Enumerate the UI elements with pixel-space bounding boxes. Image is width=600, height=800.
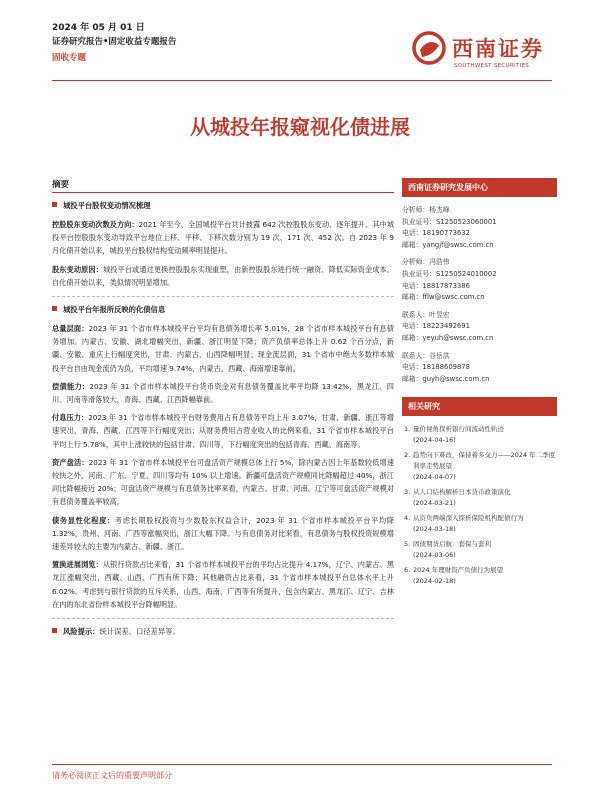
related-item-date: (2024-04-07)	[413, 473, 456, 482]
contact-email[interactable]: 邮箱：guyh@swsc.com.cn	[402, 374, 490, 383]
risk-lead: 风险提示：	[63, 627, 100, 637]
logo-english-name: SOUTHWEST SECURITIES	[454, 63, 530, 69]
bullet-square-icon	[52, 306, 57, 311]
company-logo	[412, 28, 562, 78]
report-title: 从城投年报窥视化债进展	[190, 115, 410, 139]
bullet-text: 城投平台年报所反映的化债信息	[63, 305, 166, 315]
paragraph	[52, 218, 394, 258]
related-item-title: 量价视角探析银行间流动性轨迹	[413, 425, 504, 434]
header-divider	[52, 80, 552, 81]
paragraph	[52, 558, 394, 611]
risk-text: 统计误差、口径差异等。	[99, 627, 180, 637]
related-research-header: 相关研究	[402, 397, 557, 416]
bullet-text: 城投平台股权变动情况梳理	[63, 201, 151, 210]
header-date: 2024 年 05 月 01 日	[52, 23, 145, 33]
related-item-date: (2024-03-06)	[413, 551, 456, 560]
related-item-title: 固债期货启航：套保与套利	[413, 540, 491, 549]
related-item-number: 3.	[404, 488, 411, 497]
paragraph-lead: 置换进展浏览：	[52, 560, 103, 570]
contact-phone: 电话：18188609878	[402, 363, 470, 372]
paragraph-lead: 付息压力：	[52, 413, 89, 423]
logo-emblem-icon	[412, 31, 446, 65]
paragraph-text: 考虑长期股权投资与少数股东权益合计，2023 年 31 个省市样本城投平台平均降 1.32%，贵州、河南、广西等涨幅突出，浙江大幅下降。与有息债务对比来看，有息债务与股权投资规模增速差异较大的主要为内蒙古、新疆、浙江。	[52, 515, 394, 552]
analyst-cert: 执业证号：S1250524010002	[402, 269, 497, 278]
contact-email[interactable]: 邮箱：yeyuh@swsc.com.cn	[402, 333, 494, 342]
related-item-title: 2024 年理财资产负债行为展望	[413, 566, 504, 575]
analyst-card	[402, 205, 557, 251]
related-item-number: 6.	[404, 566, 411, 575]
paragraph	[52, 456, 394, 509]
paragraph-text: 2023 年 31 个省市样本城投平台货币资金对有息债务覆盖比率平均降 13.42%，黑龙江、四川、河南等滑落较大，青海、西藏、江西降幅靠前。	[52, 381, 394, 405]
related-item[interactable]	[404, 487, 557, 509]
related-item-title: 趋势向下难改，保持着多交力——2024 年二季度利率走势展望	[413, 451, 556, 471]
analyst-card	[402, 257, 557, 303]
analyst-name: 分析师：冯浩伟	[402, 258, 450, 267]
section-bullet	[52, 305, 394, 315]
section-bullet	[52, 201, 394, 211]
sidebar	[402, 178, 557, 591]
paragraph-text: 2023 年 31 个省市样本城投平台财务费用占有息债务平均上升 3.07%，甘肃、新疆、浙江等增速突出，青海、西藏、江西等下行幅度突出；从财务费用占营业收入的比例来看，31 个省市样本城投平台平均上行 5.78%，其中上涨较快的包括甘肃、四川等，下行幅度突出的包括青海、西藏、海南等。	[52, 413, 394, 449]
paragraph-text: 2023 年 31 个省市样本城投平台可盘活资产规模总体上行 5%，除内蒙古因上年基数较低增速较快之外，河南、广东、宁夏、四川等均有 10% 以上增速。新疆可盘活资产规模同比降幅超过 40%，浙江同比降幅接近 20%；可盘活资产规模与有息债务比率来看，内蒙古、甘肃、河南、辽宁等可盘活资产规模对有息债务覆盖率较高。	[52, 457, 394, 507]
paragraph-lead: 偿债能力：	[52, 381, 90, 391]
related-item-title: 从资负两端深入探析保险机构配债行为	[413, 514, 524, 523]
paragraph	[52, 411, 394, 451]
paragraph	[52, 380, 394, 406]
analyst-cert: 执业证号：S1250523060001	[402, 217, 497, 226]
related-item-date: (2024-03-21)	[413, 499, 456, 508]
related-item-date: (2024-03-18)	[413, 525, 456, 534]
related-item-number: 5.	[404, 540, 411, 549]
paragraph-lead: 控股股东变动次数及方向：	[52, 220, 139, 229]
contact-name: 联系人：叶昱宏	[402, 310, 450, 319]
dashed-divider	[52, 618, 394, 619]
paragraph-text: 2021 年至今，全国城投平台共计披露 642 次控股股东变动、逐年提升。其中城投平台控股股东变动导致平台地位上移、平移、下移次数分别为 19 次、171 次、452 次。自 2023 年 9 月化债开始以来，城投平台股权结构变动频率明显提升。	[52, 220, 394, 256]
contact-name: 联系人：谷岳洪	[402, 351, 450, 360]
dashed-divider	[52, 296, 394, 297]
risk-bullet	[52, 627, 394, 637]
related-item-date: (2024-04-16)	[413, 436, 456, 445]
related-item[interactable]	[404, 450, 557, 483]
paragraph-lead: 总量层面：	[52, 324, 89, 334]
analyst-email[interactable]: 邮箱：yangjf@swsc.com.cn	[402, 240, 494, 249]
related-item-number: 2.	[404, 451, 411, 460]
footer-disclaimer: 请务必阅读正文后的重要声明部分	[52, 771, 172, 780]
contact-phone: 电话：18223492691	[402, 322, 470, 331]
contact-card	[402, 351, 557, 386]
footer-divider	[52, 764, 552, 765]
related-item-title: 从人口结构解析日本货币政策演化	[413, 488, 511, 497]
paragraph-text: 从银行贷款占比来看，31 个省市样本城投平台的平均占比提升 4.17%，辽宁、内蒙古、黑龙江涨幅突出，西藏、山西、广西有所下降；其他融资占比来看，31 个省市样本城投平台总体水平上升 6.02%。考虑到与银行贷款的互斥关系，山西、海南、广西等有所提升，包含内蒙古、黑龙江、辽宁、吉林在内的东北省份样本城投平台降幅明显。	[52, 560, 394, 609]
header-series: 证券研究报告•固定收益专题报告	[52, 37, 177, 47]
paragraph-lead: 资产盘活：	[52, 457, 89, 467]
paragraph-text: 城投平台或通过更换控股股东实现重塑，由新控股股东进行统一融资、降低实际资金成本。自化债开始以来，类似情况明显增加。	[52, 264, 394, 287]
analyst-email[interactable]: 邮箱：fflw@swsc.com.cn	[402, 293, 485, 302]
related-item-number: 4.	[404, 514, 411, 523]
logo-chinese-name: 西南证券	[452, 36, 544, 61]
related-item[interactable]	[404, 565, 557, 587]
analyst-phone: 电话：18190773632	[402, 229, 470, 238]
bullet-square-icon	[52, 202, 57, 207]
research-center-header: 西南证券研究发展中心	[402, 178, 557, 197]
summary-label: 摘要	[52, 178, 394, 193]
related-research-list	[402, 424, 557, 587]
paragraph-lead: 债务显性化程度：	[52, 515, 115, 525]
bullet-square-icon	[52, 628, 57, 633]
related-item[interactable]	[404, 424, 557, 446]
related-item-date: (2024-02-18)	[413, 577, 456, 586]
related-item[interactable]	[404, 513, 557, 535]
analyst-phone: 电话：18817873386	[402, 281, 470, 290]
contact-card	[402, 310, 557, 345]
related-item[interactable]	[404, 539, 557, 561]
analyst-name: 分析师：杨杰峰	[402, 206, 450, 214]
paragraph	[52, 514, 394, 554]
paragraph-lead: 股东变动原因：	[52, 264, 103, 274]
paragraph	[52, 263, 394, 289]
header-topic: 固收专题	[52, 53, 87, 63]
paragraph-text: 2023 年 31 个省市样本城投平台平均有息债务增长率 5.01%，28 个省市样本城投平台有息债务增加。内蒙古、安徽、湖北增幅突出，新疆、浙江明显下降；资产负债率总体上升 0.62 个百分点，新疆、安徽、重庆上行幅度突出，甘肃、内蒙古、山西降幅明显；现金流层面，31 个省市中绝大多数样本城投平台自由现金流仍为负，平均增速 9.74%，内蒙古、西藏、海南增速靠前。	[52, 324, 394, 373]
paragraph	[52, 322, 394, 375]
summary-column	[52, 178, 394, 644]
related-item-number: 1.	[404, 425, 411, 434]
